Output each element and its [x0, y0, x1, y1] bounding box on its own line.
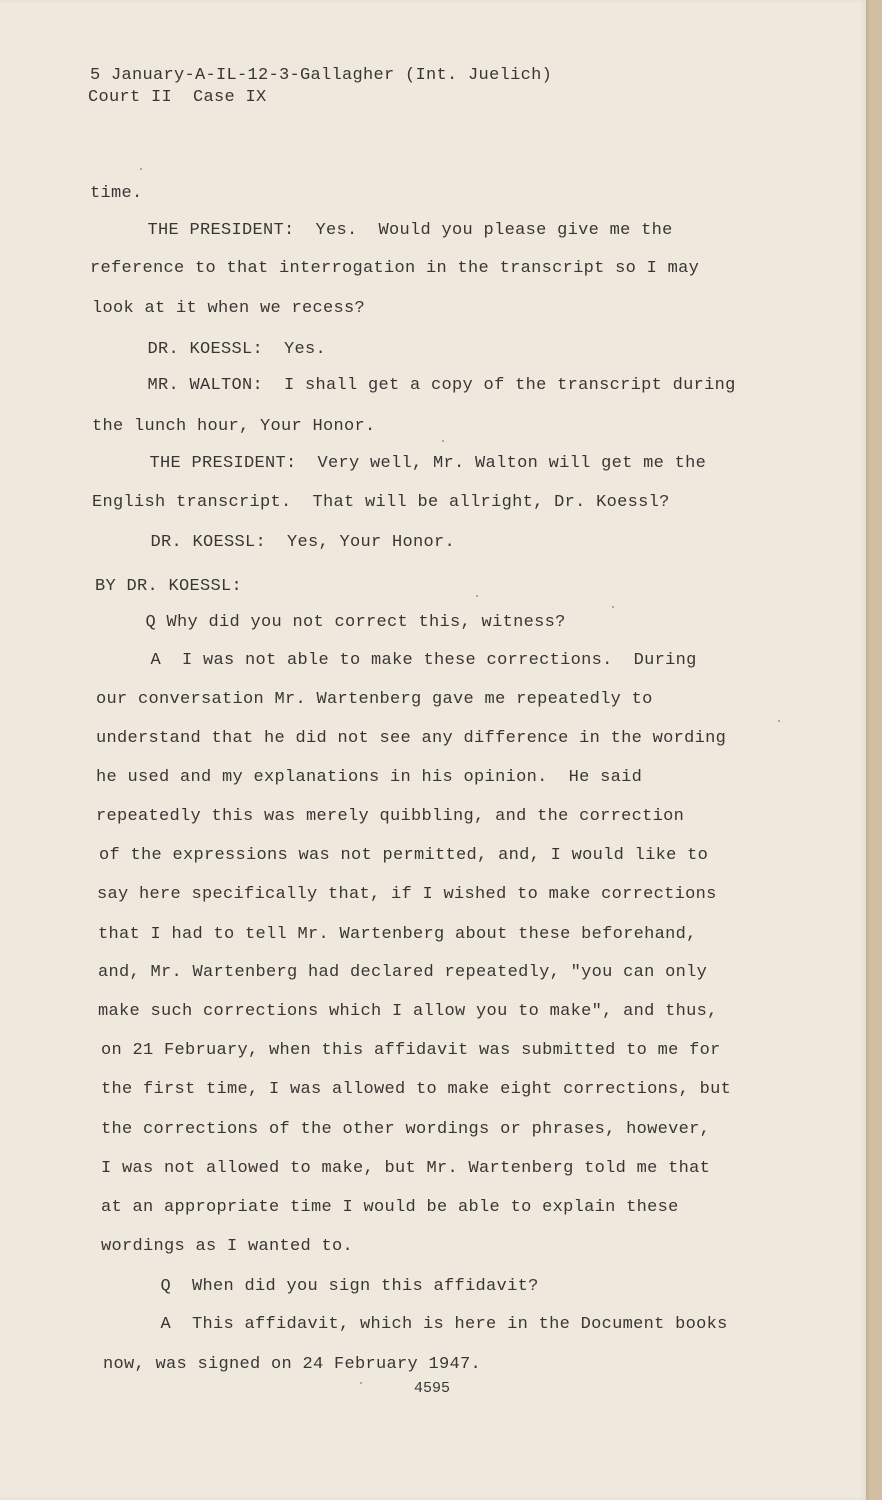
transcript-line: A This affidavit, which is here in the Document books	[108, 1315, 728, 1334]
transcript-line: that I had to tell Mr. Wartenberg about these beforehand,	[98, 925, 697, 944]
transcript-line: and, Mr. Wartenberg had declared repeatedly, "you can only	[98, 963, 708, 982]
transcript-line: of the expressions was not permitted, and, I would like to	[99, 846, 709, 865]
transcript-line: repeatedly this was merely quibbling, and the correction	[96, 807, 685, 826]
transcript-line: now, was signed on 24 February 1947.	[103, 1355, 482, 1374]
paper-speck	[612, 606, 614, 608]
transcript-line: BY DR. KOESSL:	[95, 577, 243, 596]
transcript-line: time.	[90, 184, 143, 203]
transcript-line: wordings as I wanted to.	[101, 1237, 354, 1256]
transcript-line: MR. WALTON: I shall get a copy of the transcript during	[95, 376, 736, 395]
transcript-line: reference to that interrogation in the transcript so I may	[90, 259, 700, 278]
paper-speck	[360, 1382, 362, 1384]
transcript-line: at an appropriate time I would be able to explain these	[101, 1198, 679, 1217]
paper-speck	[442, 440, 444, 442]
paper-speck	[140, 168, 142, 170]
transcript-line: make such corrections which I allow you to make", and thus,	[98, 1002, 718, 1021]
transcript-line: I was not allowed to make, but Mr. Wartenberg told me that	[101, 1159, 711, 1178]
transcript-line: on 21 February, when this affidavit was submitted to me for	[101, 1041, 721, 1060]
transcript-line: our conversation Mr. Wartenberg gave me repeatedly to	[96, 690, 653, 709]
transcript-line: DR. KOESSL: Yes, Your Honor.	[98, 533, 456, 552]
transcript-line: look at it when we recess?	[92, 299, 366, 318]
transcript-line: understand that he did not see any difference in the wording	[96, 729, 727, 748]
transcript-line: the corrections of the other wordings or phrases, however,	[101, 1120, 711, 1139]
transcript-line: A I was not able to make these corrections. During	[98, 651, 697, 670]
transcript-line: THE PRESIDENT: Yes. Would you please give me the	[95, 221, 673, 240]
transcript-line: THE PRESIDENT: Very well, Mr. Walton will get me the	[97, 454, 707, 473]
header-line-1: 5 January-A-IL-12-3-Gallagher (Int. Juelich)	[90, 66, 553, 85]
transcript-line: Q When did you sign this affidavit?	[108, 1277, 539, 1296]
page-number: 4595	[414, 1380, 451, 1397]
transcript-line: he used and my explanations in his opinion. He said	[96, 768, 643, 787]
paper-speck	[476, 595, 478, 597]
transcript-line: English transcript. That will be allright, Dr. Koessl?	[92, 493, 670, 512]
header-line-2: Court II Case IX	[88, 88, 267, 107]
transcript-line: the lunch hour, Your Honor.	[92, 417, 376, 436]
transcript-line: Q Why did you not correct this, witness?	[93, 613, 566, 632]
transcript-line: DR. KOESSL: Yes.	[95, 340, 327, 359]
transcript-line: say here specifically that, if I wished to make corrections	[97, 885, 717, 904]
paper-speck	[778, 720, 780, 722]
transcript-line: the first time, I was allowed to make eight corrections, but	[101, 1080, 732, 1099]
